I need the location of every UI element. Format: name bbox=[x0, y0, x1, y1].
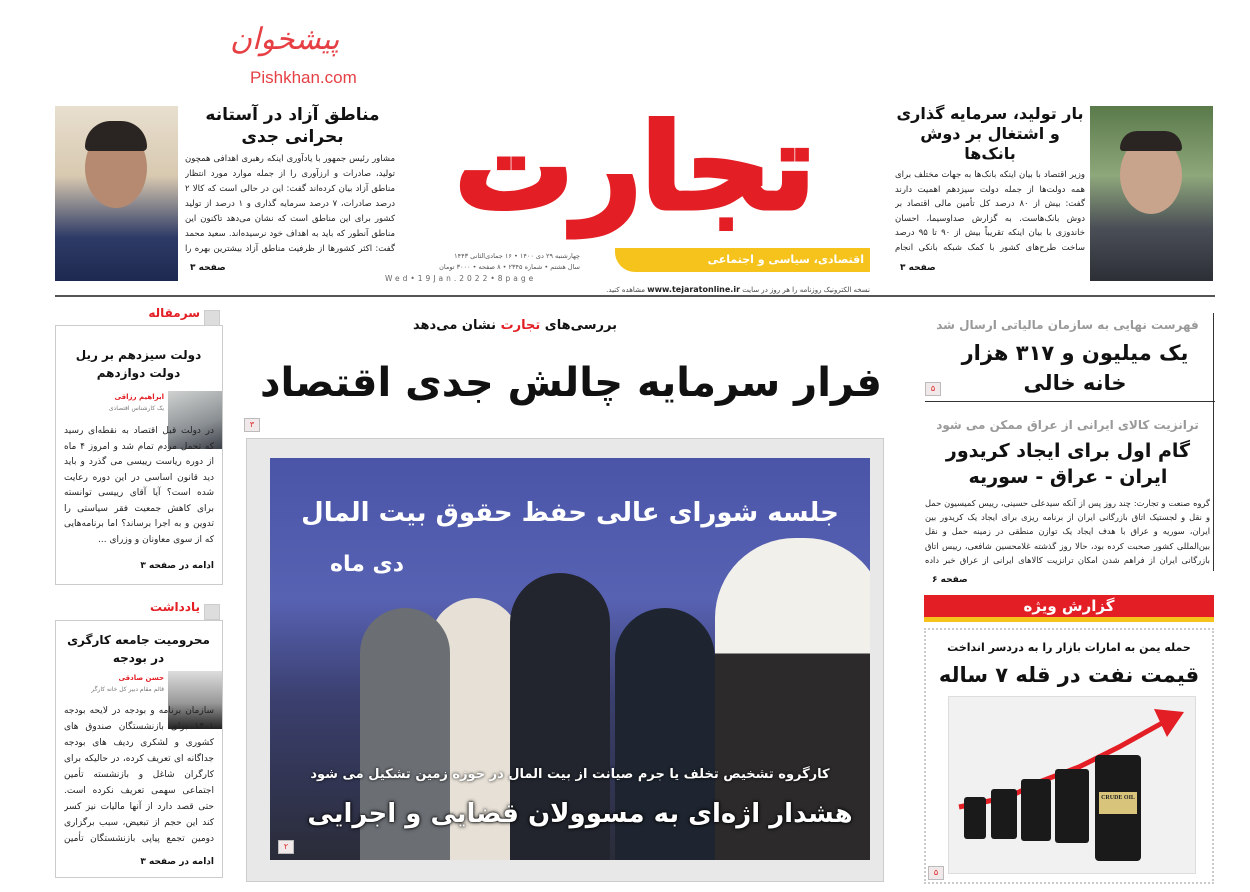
masthead bbox=[385, 98, 870, 295]
section-square bbox=[204, 604, 220, 620]
tagline-bar bbox=[615, 248, 870, 272]
note-body: سازمان برنامه و بودجه در لایحه بودجه ۱۴۰۱ برای بازنشستگان صندوق های کشوری و لشکری ردیف های بودجه جداگانه ای تعریف کرده، در حالیکه برای کارگران شاغل و بازنشسته تأمین اجتماعی سهمی تعریف نکرده است. حتی قصد دارد از آنها مالیات نیز کسر کند این حجم از تبعیض، سبب برگزاری دومین تجمع پیاپی بازنشستگان تأمین bbox=[64, 706, 214, 844]
barrel-label: CRUDE OIL bbox=[1101, 795, 1135, 801]
lead-headline: فرار سرمایه چالش جدی اقتصاد bbox=[260, 360, 882, 406]
photo-kicker: کارگروه تشخیص تخلف یا جرم صیانت از بیت المال در حوزه زمین تشکیل می شود bbox=[310, 767, 830, 782]
special-section-label: گزارش ویژه bbox=[1023, 597, 1115, 615]
right1-headline: یک میلیون و ۳۱۷ هزار خانه خالی bbox=[961, 341, 1189, 395]
banner-text: جلسه شورای عالی حفظ حقوق بیت المال bbox=[301, 498, 839, 528]
note-section-label: یادداشت bbox=[150, 600, 200, 614]
oil-barrels-icon bbox=[964, 755, 1141, 861]
note-author: حسن صادقی bbox=[118, 674, 164, 682]
editorial-body: در دولت قبل اقتصاد به نقطه‌ای رسید که تحمل مردم تمام شد و امروز ۴ ماه از دوره ریاست رییسی می گذرد و باید دید قانون اساسی در این دوره رعایت شده است؟ آیا آقای رییسی توانسته برای کاهش جمعیت فقر سیاستی را تدوین و به اجرا برساند؟ اما برنامه‌هایی که از سوی معاونان و وزرای ... bbox=[64, 426, 214, 545]
kicker-post: نشان می‌دهد bbox=[413, 318, 497, 333]
note-title: محرومیت جامعه کارگری در بودجه bbox=[67, 633, 210, 665]
date-en: Wed•19Jan.2022•8page bbox=[385, 274, 537, 283]
top-left-page: صفحه ۳ bbox=[186, 263, 226, 273]
top-left-title: مناطق آزاد در آستانه بحرانی جدی bbox=[205, 105, 380, 147]
photo-page-number: ۲ bbox=[278, 840, 294, 854]
note-cont: ادامه در صفحه ۳ bbox=[140, 857, 214, 867]
saeed-mohammad-photo bbox=[55, 106, 178, 281]
lead-kicker bbox=[380, 318, 650, 334]
masthead-divider bbox=[55, 295, 1215, 297]
tagline: اقتصادی، سیاسی و اجتماعی bbox=[707, 253, 864, 266]
right-divider bbox=[925, 401, 1215, 402]
right1-page: ۵ bbox=[925, 382, 941, 396]
online-post: مشاهده کنید. bbox=[606, 286, 646, 294]
right2-kicker: ترانزیت کالای ایرانی از عراق ممکن می شود bbox=[936, 418, 1199, 432]
special-kicker: حمله یمن به امارات بازار را به دردسر انداخت bbox=[947, 641, 1191, 654]
date-fa: چهارشنبه ۲۹ دی ۱۴۰۰ • ۱۶ جمادی‌الثانی ۱۴۴۳ bbox=[454, 252, 580, 260]
special-section-bar bbox=[924, 595, 1214, 622]
special-box bbox=[924, 628, 1214, 884]
top-right-body: وزیر اقتصاد با بیان اینکه بانک‌ها به جهات مختلف برای همه دولت‌ها از جمله دولت سیزدهم اهمیت دارند گفت: بیش از ۸۰ درصد کل تأمین مالی اقتصاد بر دوش بانک‌هاست. به گزارش صداوسیما، احسان خاندوزی با بیان اینکه تقریباً بیش از ۹۰ تا ۹۵ درصد ساخت طرح‌های کشور با کمک شبکه بانکی انجام bbox=[895, 170, 1085, 253]
top-left-body: مشاور رئیس جمهور با یادآوری اینکه رهبری اهدافی همچون تولید، صادرات و ارزآوری را از جمله موارد مورد انتظار مناطق آزاد بیان کرده‌اند گفت: این در حالی است که کالا ۲ درصد صادرات، ۷ درصد سرمایه گذاری و ۱ درصد از تولید کشور برای این مناطق است که نشان می‌دهد تاکنون این مناطق آنطور که باید به اهداف خود نرسیده‌اند. سعید محمد گفت: اکثر کشورها از ظرفیت مناطق آزاد بیشترین بهره را bbox=[185, 154, 395, 254]
banner-date: دی ماه bbox=[330, 552, 404, 577]
top-right-page: صفحه ۳ bbox=[896, 263, 936, 273]
photo-headline: هشدار اژه‌ای به مسوولان قضایی و اجرایی bbox=[307, 799, 853, 829]
online-pre: نسخه الکترونیک روزنامه را هر روز در سایت bbox=[742, 286, 870, 294]
editorial-role: یک کارشناس اقتصادی bbox=[108, 405, 164, 412]
online-note bbox=[570, 285, 870, 295]
note-box bbox=[55, 620, 223, 878]
watermark-en: Pishkhan.com bbox=[250, 68, 357, 87]
logo: تجارت bbox=[454, 98, 816, 236]
right2-body: گروه صنعت و تجارت: چند روز پس از آنکه سیدعلی حسینی، رییس کمیسیون حمل و نقل و لجستیک اتاق بازرگانی ایران از برنامه ریزی برای ایجاد یک کریدور بین ایران، سوریه و عراق با هدف ایجاد یک توازن منطقی در زمینه حمل و نقل بین‌المللی کشور صحبت کرده بود، حالا روز گذشته غلامحسین شافعی، رییس اتاق بازرگانی ایران از فراهم شدن امکان ترانزیت کالاهای ایرانی از عراق خبر داده bbox=[925, 498, 1210, 565]
photo-story-image bbox=[270, 458, 870, 860]
lead-page-number: ۳ bbox=[244, 418, 260, 432]
issue-info: سال هشتم • شماره ۲۳۴۵ • ۸ صفحه • ۳۰۰۰ تومان bbox=[439, 263, 580, 271]
right1-kicker: فهرست نهایی به سازمان مالیاتی ارسال شد bbox=[936, 318, 1199, 332]
editorial-title: دولت سیزدهم بر ریل دولت دوازدهم bbox=[75, 348, 202, 380]
right2-headline: گام اول برای ایجاد کریدور ایران - عراق - سوریه bbox=[945, 440, 1191, 488]
special-page: ۵ bbox=[928, 866, 944, 880]
top-right-title: بار تولید، سرمایه گذاری و اشتغال بر دوش بانک‌ها bbox=[896, 104, 1084, 163]
online-url[interactable]: www.tejaratonline.ir bbox=[647, 285, 741, 294]
special-headline: قیمت نفت در قله ۷ ساله bbox=[938, 663, 1200, 687]
kicker-brand: تجارت bbox=[500, 318, 541, 333]
editorial-section-label: سرمقاله bbox=[148, 306, 200, 320]
oil-chart-illustration bbox=[949, 697, 1196, 874]
section-square bbox=[204, 310, 220, 326]
editorial-box bbox=[55, 325, 223, 585]
khandouzi-photo bbox=[1090, 106, 1213, 281]
kicker-pre: بررسی‌های bbox=[544, 318, 617, 333]
right2-page: صفحه ۶ bbox=[928, 575, 968, 585]
note-role: قائم مقام دبیر کل خانه کارگر bbox=[91, 686, 164, 693]
editorial-author: ابراهیم رزاقی bbox=[114, 393, 164, 401]
watermark-fa: پیشخوان bbox=[230, 22, 340, 57]
editorial-cont: ادامه در صفحه ۳ bbox=[140, 561, 214, 571]
oil-price-image bbox=[948, 696, 1196, 874]
